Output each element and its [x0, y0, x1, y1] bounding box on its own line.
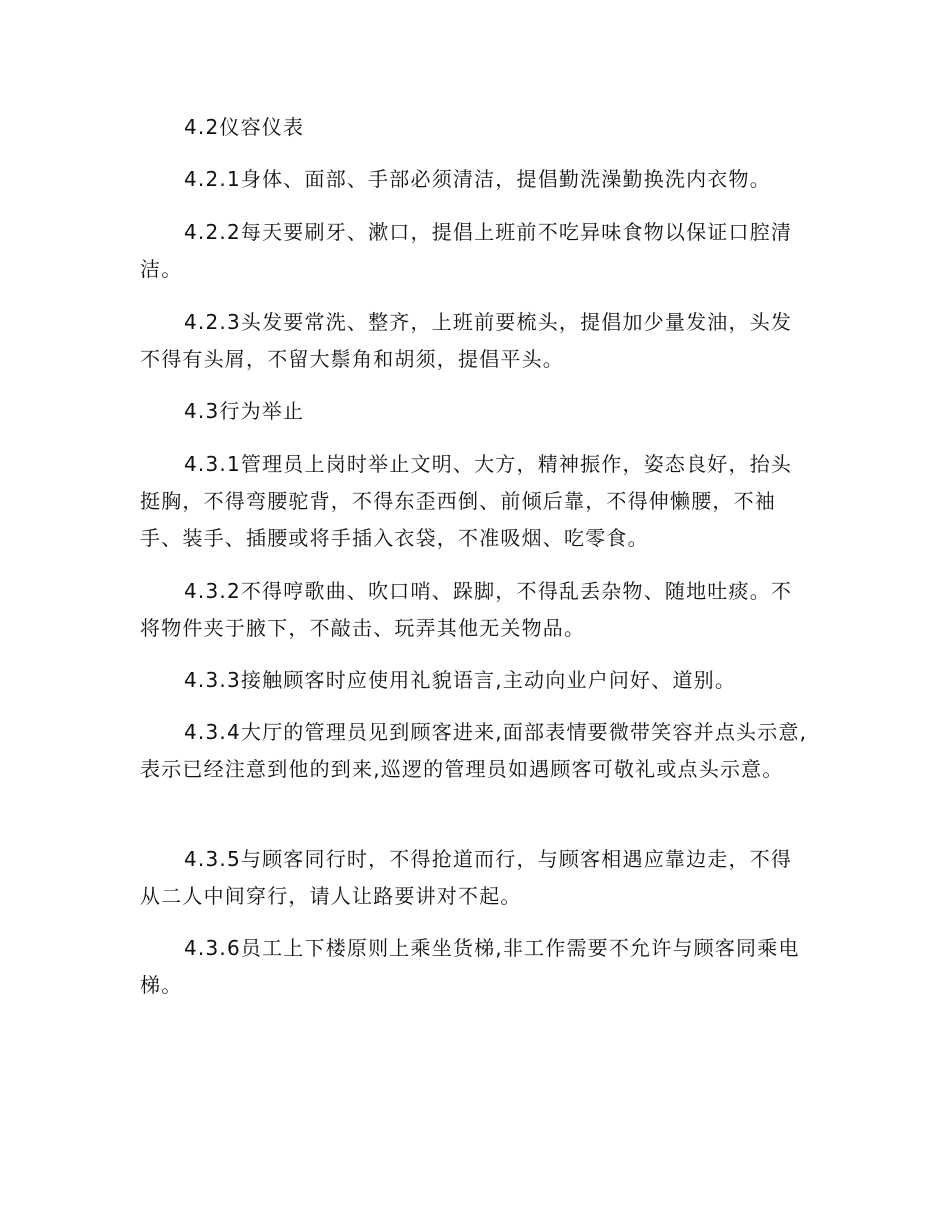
paragraph-4-2-3: 4.2.3头发要常洗、整齐，上班前要梳头，提倡加少量发油，头发不得有头屑，不留大鬃角和胡须，提倡平头。 [140, 310, 793, 371]
paragraph-4-3-3: 4.3.3接触顾客时应使用礼貌语言,主动向业户问好、道别。 [184, 668, 737, 692]
paragraph-4-3-4: 4.3.4大厅的管理员见到顾客进来,面部表情要微带笑容并点头示意,表示已经注意到他的到来,巡逻的管理员如遇顾客可敬礼或点头示意。 [140, 720, 808, 781]
section-heading-4-3: 4.3行为举止 [184, 399, 305, 423]
paragraph-4-3-5: 4.3.5与顾客同行时，不得抢道而行，与顾客相遇应靠边走，不得从二人中间穿行，请人让路要讲对不起。 [140, 847, 793, 908]
paragraph-4-3-1: 4.3.1管理员上岗时举止文明、大方，精神振作，姿态良好，抬头挺胸，不得弯腰驼背，不得东歪西倒、前倾后靠，不得伸懒腰，不袖手、装手、插腰或将手插入衣袋，不准吸烟、吃零食。 [140, 452, 793, 550]
paragraph-4-2-2: 4.2.2每天要刷牙、漱口，提倡上班前不吃异味食物以保证口腔清洁。 [140, 220, 793, 281]
section-heading-4-2: 4.2仪容仪表 [184, 115, 305, 139]
paragraph-4-3-6: 4.3.6员工上下楼原则上乘坐货梯,非工作需要不允许与顾客同乘电梯。 [140, 936, 800, 997]
paragraph-4-3-2: 4.3.2不得哼歌曲、吹口哨、跺脚，不得乱丢杂物、随地吐痰。不将物件夹于腋下，不敲击、玩弄其他无关物品。 [140, 579, 793, 640]
paragraph-4-2-1: 4.2.1身体、面部、手部必须清洁，提倡勤洗澡勤换洗内衣物。 [184, 167, 771, 191]
